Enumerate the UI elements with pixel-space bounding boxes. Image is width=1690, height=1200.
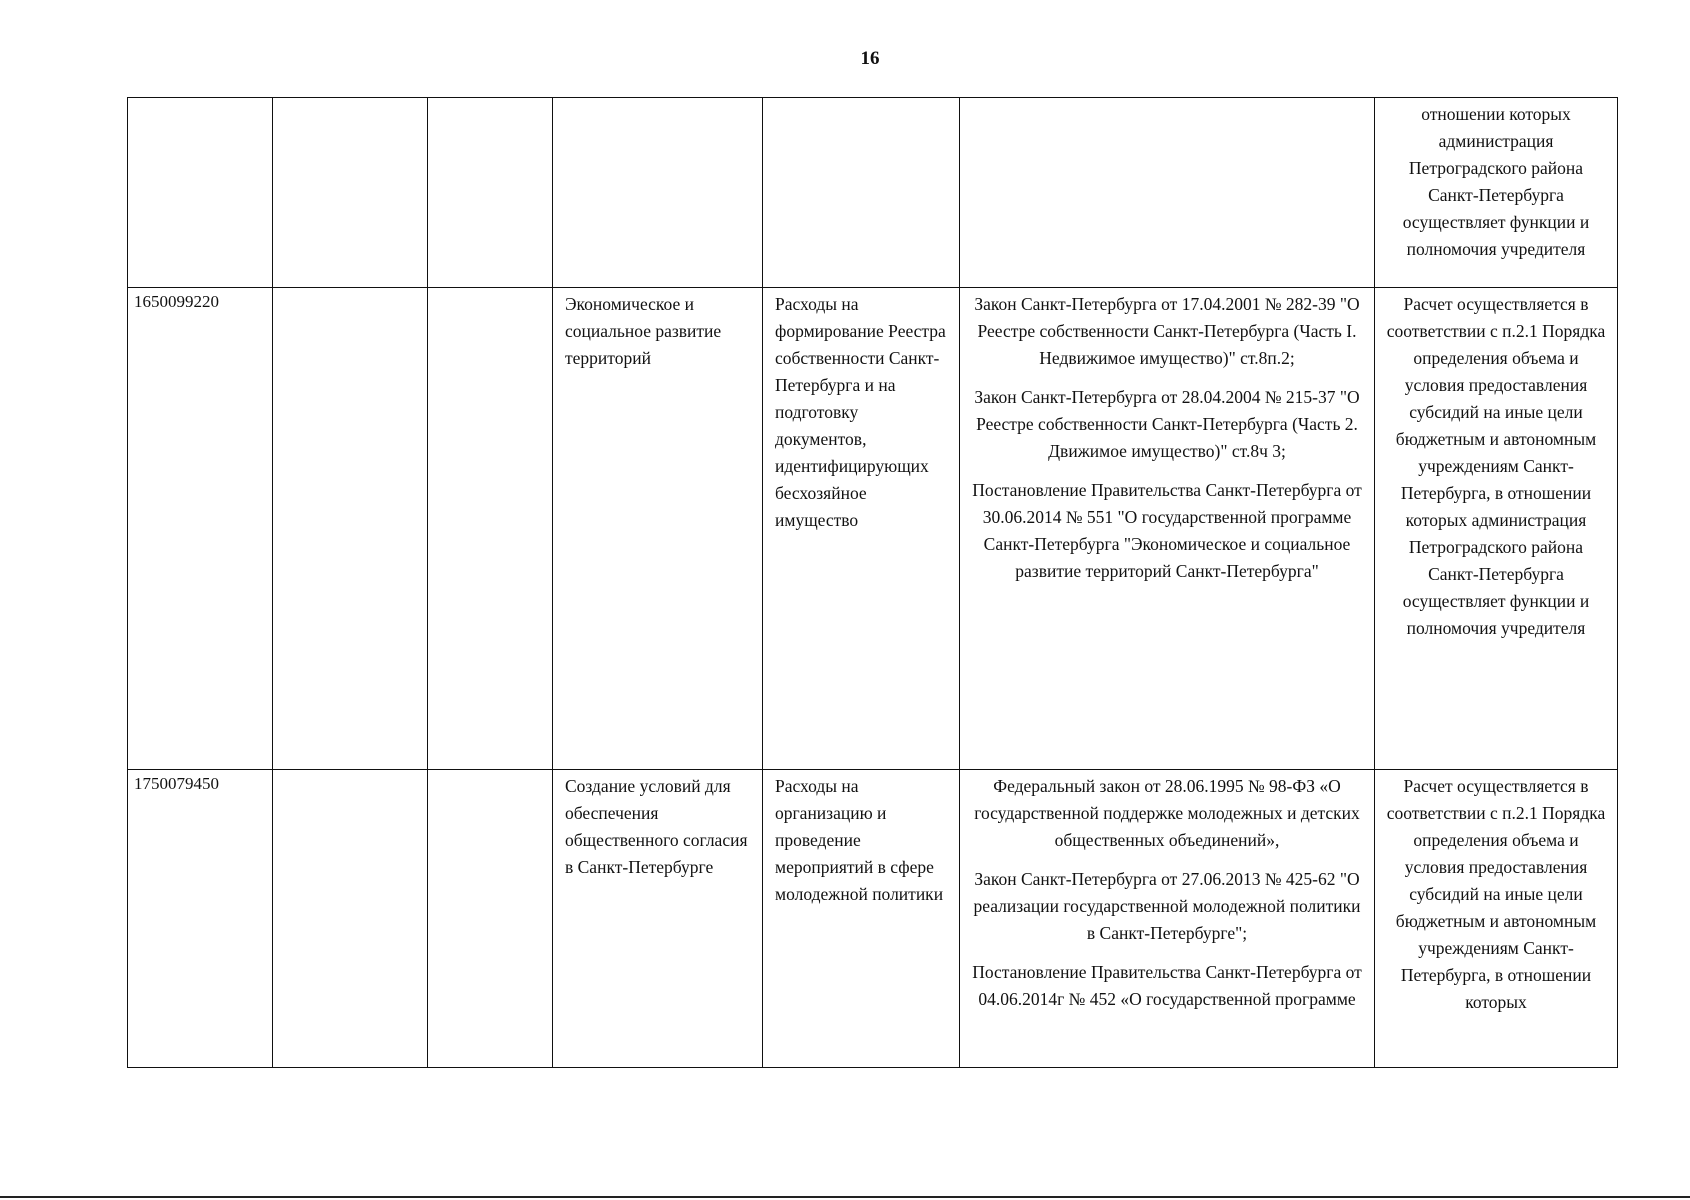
table-row bbox=[128, 770, 1618, 1068]
empty-cell bbox=[273, 98, 428, 288]
expenses-cell: Расходы на организацию и проведение мероприятий в сфере молодежной политики bbox=[763, 770, 960, 1068]
bottom-rule bbox=[0, 1196, 1690, 1198]
legal-basis-item: Федеральный закон от 28.06.1995 № 98-ФЗ «О государственной поддержке молодежных и детских общественных объединений», bbox=[974, 776, 1360, 850]
direction-cell bbox=[553, 98, 763, 288]
empty-cell bbox=[428, 288, 553, 770]
table-body bbox=[128, 98, 1618, 1068]
calculation-cell: Расчет осуществляется в соответствии с п.2.1 Порядка определения объема и условия предоставления субсидий на иные цели бюджетным и автономным учреждениям Санкт-Петербурга, в отношении которых bbox=[1375, 770, 1618, 1068]
table-row bbox=[128, 98, 1618, 288]
legal-basis-item: Закон Санкт-Петербурга от 28.04.2004 № 215-37 "О Реестре собственности Санкт-Петербурга (Часть 2. Движимое имущество)" ст.8ч 3; bbox=[974, 387, 1360, 461]
code-cell: 1650099220 bbox=[128, 288, 273, 770]
empty-cell bbox=[273, 770, 428, 1068]
empty-cell bbox=[428, 98, 553, 288]
empty-cell bbox=[273, 288, 428, 770]
empty-cell bbox=[428, 770, 553, 1068]
calculation-cell: отношении которых администрация Петроградского района Санкт-Петербурга осуществляет функции и полномочия учредителя bbox=[1375, 98, 1618, 288]
legal-basis-item: Постановление Правительства Санкт-Петербурга от 30.06.2014 № 551 "О государственной программе Санкт-Петербурга "Экономическое и социальное развитие территорий Санкт-Петербурга" bbox=[972, 480, 1362, 581]
page-number: 16 bbox=[860, 48, 880, 69]
calculation-cell: Расчет осуществляется в соответствии с п.2.1 Порядка определения объема и условия предоставления субсидий на иные цели бюджетным и автономным учреждениям Санкт-Петербурга, в отношении которых администрация Петроградского района Санкт-Петербурга осуществляет функции и полномочия учредителя bbox=[1375, 288, 1618, 770]
legal-basis-cell bbox=[960, 98, 1375, 288]
legal-basis-item: Закон Санкт-Петербурга от 17.04.2001 № 282-39 "О Реестре собственности Санкт-Петербурга (Часть I. Недвижимое имущество)" ст.8п.2; bbox=[974, 294, 1360, 368]
legal-basis-cell bbox=[960, 288, 1375, 770]
budget-table bbox=[127, 97, 1618, 1068]
legal-basis-item: Постановление Правительства Санкт-Петербурга от 04.06.2014г № 452 «О государственной программе bbox=[972, 962, 1362, 1009]
direction-cell: Создание условий для обеспечения общественного согласия в Санкт-Петербурге bbox=[553, 770, 763, 1068]
table-row bbox=[128, 288, 1618, 770]
legal-basis-cell bbox=[960, 770, 1375, 1068]
code-cell: 1750079450 bbox=[128, 770, 273, 1068]
legal-basis-item: Закон Санкт-Петербурга от 27.06.2013 № 425-62 "О реализации государственной молодежной политики в Санкт-Петербурге"; bbox=[973, 869, 1361, 943]
expenses-cell bbox=[763, 98, 960, 288]
expenses-cell: Расходы на формирование Реестра собственности Санкт-Петербурга и на подготовку документов, идентифицирующих бесхозяйное имущество bbox=[763, 288, 960, 770]
direction-cell: Экономическое и социальное развитие территорий bbox=[553, 288, 763, 770]
code-cell bbox=[128, 98, 273, 288]
